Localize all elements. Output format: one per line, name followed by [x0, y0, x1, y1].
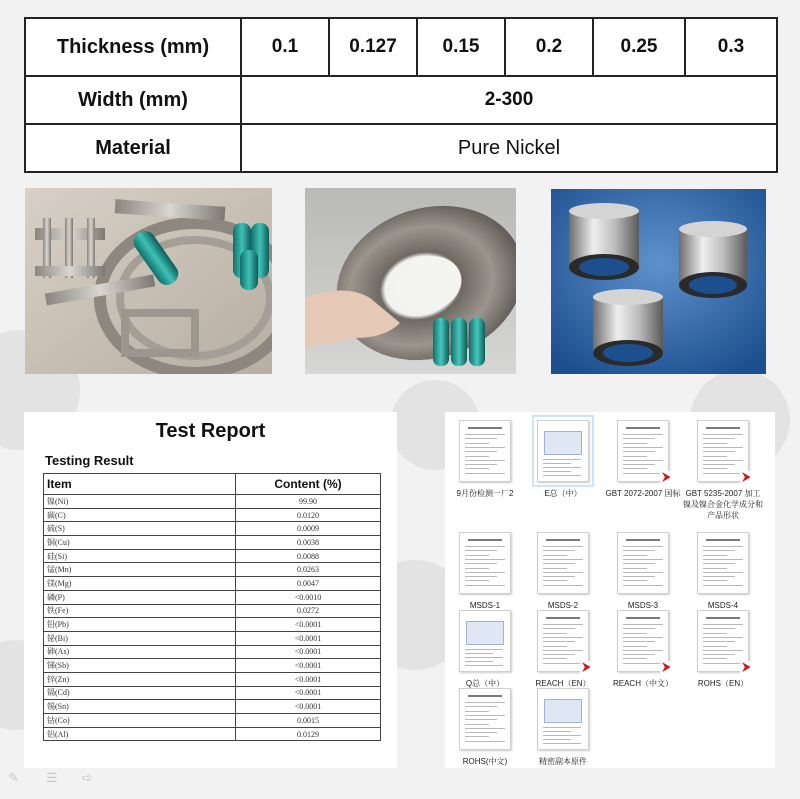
file-item[interactable] — [523, 610, 603, 689]
table-row — [44, 495, 381, 509]
element-content: <0.0010 — [236, 590, 381, 604]
element-name: 铋(Bi) — [44, 631, 236, 645]
file-label: E总（中） — [544, 489, 582, 498]
thickness-value: 0.3 — [685, 18, 777, 76]
file-item[interactable] — [445, 420, 525, 499]
element-name: 硫(S) — [44, 522, 236, 536]
file-browser — [445, 412, 775, 768]
document-icon — [459, 420, 511, 482]
element-content: 0.0088 — [236, 549, 381, 563]
element-content: <0.0001 — [236, 686, 381, 700]
file-item[interactable] — [603, 610, 683, 689]
element-content: 0.0120 — [236, 508, 381, 522]
file-label: MSDS-1 — [469, 601, 501, 610]
element-name: 磷(P) — [44, 590, 236, 604]
element-content: <0.0001 — [236, 631, 381, 645]
certificate-icon — [459, 610, 511, 672]
file-item[interactable] — [683, 420, 763, 521]
element-name: 硅(Si) — [44, 549, 236, 563]
table-row — [44, 577, 381, 591]
file-label: REACH（EN） — [535, 679, 591, 688]
file-label: GBT 2072-2007 国标 — [605, 489, 681, 498]
table-row — [44, 563, 381, 577]
file-label: 9月份检测一厂2 — [456, 489, 514, 498]
table-row — [44, 645, 381, 659]
pdf-icon: ⮞ — [537, 610, 589, 672]
table-row — [44, 604, 381, 618]
material-label: Material — [25, 124, 241, 172]
table-row — [44, 672, 381, 686]
file-label: MSDS-3 — [627, 601, 659, 610]
file-label: MSDS-4 — [707, 601, 739, 610]
element-name: 铁(Fe) — [44, 604, 236, 618]
table-row — [44, 714, 381, 728]
document-icon — [459, 532, 511, 594]
pdf-icon: ⮞ — [697, 420, 749, 482]
element-content: <0.0001 — [236, 659, 381, 673]
document-icon — [697, 532, 749, 594]
pdf-icon: ⮞ — [617, 420, 669, 482]
thickness-value: 0.1 — [241, 18, 329, 76]
report-subtitle: Testing Result — [45, 453, 134, 468]
table-row — [44, 727, 381, 741]
table-row — [44, 549, 381, 563]
file-item[interactable] — [523, 420, 603, 499]
report-title: Test Report — [155, 420, 266, 442]
width-label: Width (mm) — [25, 76, 241, 124]
certificate-icon — [537, 420, 589, 482]
three-rolls-photo — [551, 189, 766, 374]
report-table — [43, 473, 381, 741]
file-item[interactable] — [445, 610, 525, 689]
strip-roll-photo — [305, 188, 516, 374]
element-content: <0.0001 — [236, 645, 381, 659]
pdf-icon: ⮞ — [617, 610, 669, 672]
menu-icon: ☰ — [46, 770, 58, 785]
element-content: 0.0129 — [236, 727, 381, 741]
element-name: 镉(Cd) — [44, 686, 236, 700]
element-name: 钴(Co) — [44, 714, 236, 728]
element-name: 铅(Pb) — [44, 618, 236, 632]
element-name: 锑(Sb) — [44, 659, 236, 673]
file-item[interactable] — [445, 688, 525, 767]
file-item[interactable] — [445, 532, 525, 611]
file-item[interactable] — [603, 532, 683, 611]
file-label: ROHS(中文) — [462, 757, 508, 766]
nickel-parts-photo — [25, 188, 272, 374]
table-row — [44, 536, 381, 550]
thickness-value: 0.15 — [417, 18, 505, 76]
element-name: 碳(C) — [44, 508, 236, 522]
element-content: 99.90 — [236, 495, 381, 509]
table-row — [44, 659, 381, 673]
table-row — [44, 700, 381, 714]
table-row — [44, 508, 381, 522]
element-name: 锌(Zn) — [44, 672, 236, 686]
element-name: 镁(Mg) — [44, 577, 236, 591]
element-content: 0.0047 — [236, 577, 381, 591]
element-content: 0.0009 — [236, 522, 381, 536]
document-icon — [459, 688, 511, 750]
table-row — [44, 590, 381, 604]
document-icon — [537, 532, 589, 594]
element-name: 铝(Al) — [44, 727, 236, 741]
table-row — [44, 686, 381, 700]
file-label: 精密副本原件 — [539, 757, 587, 766]
file-label: REACH（中文） — [612, 679, 673, 688]
column-header-content: Content (%) — [236, 474, 381, 495]
element-content: 0.0038 — [236, 536, 381, 550]
certificate-icon — [537, 688, 589, 750]
table-row — [44, 618, 381, 632]
file-item[interactable] — [523, 532, 603, 611]
file-label: GBT 5235-2007 加工镍及镍合金化学成分和产品形状 — [683, 489, 763, 520]
element-name: 铜(Cu) — [44, 536, 236, 550]
thickness-value: 0.2 — [505, 18, 593, 76]
element-content: 0.0272 — [236, 604, 381, 618]
document-icon — [617, 532, 669, 594]
element-content: 0.0015 — [236, 714, 381, 728]
test-report — [24, 412, 397, 768]
file-item[interactable] — [683, 532, 763, 611]
element-name: 锡(Sn) — [44, 700, 236, 714]
pen-icon: ✎ — [8, 770, 19, 785]
table-row — [44, 522, 381, 536]
spec-table — [24, 17, 778, 173]
thickness-label: Thickness (mm) — [25, 18, 241, 76]
element-name: 砷(As) — [44, 645, 236, 659]
pdf-icon: ⮞ — [697, 610, 749, 672]
file-label: Q总（中） — [465, 679, 505, 688]
element-content: 0.0263 — [236, 563, 381, 577]
file-item[interactable] — [683, 610, 763, 689]
element-content: <0.0001 — [236, 700, 381, 714]
material-value: Pure Nickel — [241, 124, 777, 172]
element-name: 镍(Ni) — [44, 495, 236, 509]
thickness-value: 0.25 — [593, 18, 685, 76]
file-item[interactable] — [603, 420, 683, 499]
thickness-value: 0.127 — [329, 18, 417, 76]
width-value: 2-300 — [241, 76, 777, 124]
table-row — [44, 631, 381, 645]
file-label: ROHS（EN） — [697, 679, 749, 688]
file-item[interactable] — [523, 688, 603, 767]
column-header-item: Item — [44, 474, 236, 495]
element-content: <0.0001 — [236, 672, 381, 686]
element-name: 锰(Mn) — [44, 563, 236, 577]
file-label: MSDS-2 — [547, 601, 579, 610]
element-content: <0.0001 — [236, 618, 381, 632]
share-icon: ➪ — [82, 770, 93, 785]
